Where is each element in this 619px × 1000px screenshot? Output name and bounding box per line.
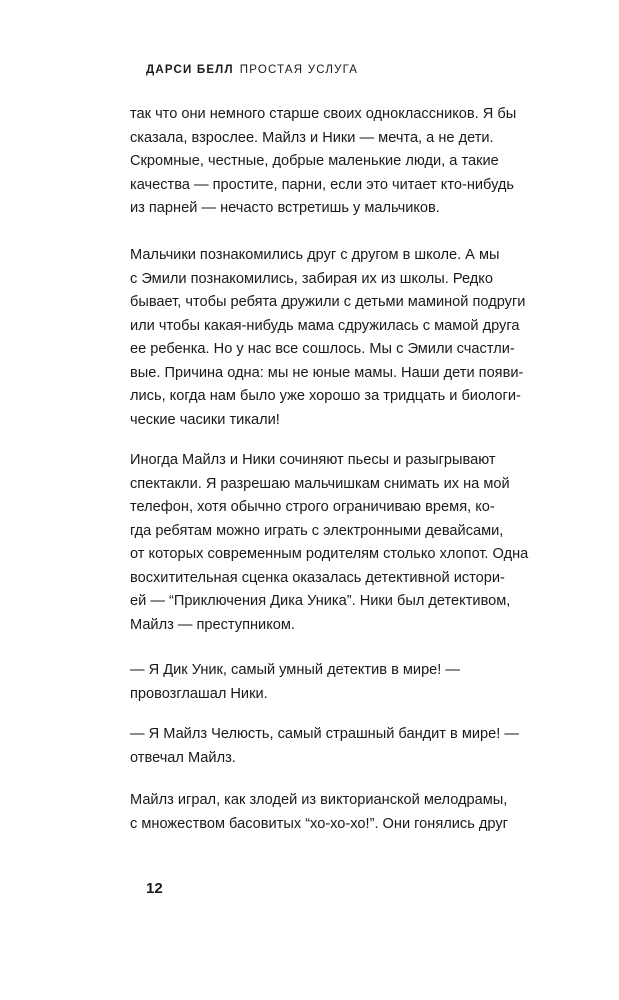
text-line: качества — простите, парни, если это читает кто-нибудь (130, 176, 515, 193)
text-line: отвечал Майлз. (130, 749, 236, 766)
page-number: 12 (146, 880, 163, 897)
paragraph-1 (130, 103, 550, 221)
text-line: из парней — нечасто встретишь у мальчиков. (130, 200, 440, 216)
text-line: ей — “Приключения Дика Уника”. Ники был детективом, (130, 593, 511, 609)
text-line: лись, когда нам было уже хорошо за тридцать и биологи- (130, 388, 521, 404)
text-line: Майлз — преступником. (130, 616, 295, 633)
text-line: — Я Дик Уник, самый умный детектив в мире! — (130, 662, 461, 678)
text-line: ее ребенка. Но у нас все сошлось. Мы с Эмили счастли- (130, 341, 515, 357)
text-line: провозглашал Ники. (130, 685, 268, 702)
text-line: ческие часики тикали! (130, 411, 280, 428)
paragraph-6 (130, 789, 550, 836)
header-book-title: ПРОСТАЯ УСЛУГА (239, 64, 359, 76)
text-line: от которых современным родителям столько хлопот. Одна (130, 546, 529, 562)
text-line: Майлз играл, как злодей из викторианской мелодрамы, (130, 792, 508, 808)
text-line: Мальчики познакомились друг с другом в школе. А мы (130, 247, 500, 263)
paragraph-4-dialogue (130, 659, 550, 706)
paragraph-5-dialogue (130, 723, 550, 770)
text-line: с множеством басовитых “хо-хо-хо!”. Они гонялись друг (130, 815, 508, 832)
text-line: Иногда Майлз и Ники сочиняют пьесы и разыгрывают (130, 452, 496, 468)
header-author: ДАРСИ БЕЛЛ (146, 64, 234, 76)
text-line: так что они немного старше своих одноклассников. Я бы (130, 106, 517, 122)
text-line: вые. Причина одна: мы не юные мамы. Наши дети появи- (130, 364, 524, 381)
text-line: спектакли. Я разрешаю мальчишкам снимать их на мой (130, 475, 510, 492)
paragraph-3 (130, 449, 550, 637)
running-header (146, 64, 358, 76)
text-line: или чтобы какая-нибудь мама сдружилась с мамой друга (130, 317, 520, 334)
text-line: сказала, взрослее. Майлз и Ники — мечта, а не дети. (130, 129, 494, 146)
text-line: телефон, хотя обычно строго ограничиваю время, ко- (130, 499, 495, 515)
text-line: бывает, чтобы ребята дружили с детьми маминой подруги (130, 294, 526, 310)
text-line: — Я Майлз Челюсть, самый страшный бандит в мире! — (130, 726, 519, 742)
paragraph-2 (130, 244, 550, 432)
text-line: гда ребятам можно играть с электронными девайсами, (130, 522, 504, 539)
text-line: восхитительная сценка оказалась детективной истори- (130, 569, 505, 586)
text-line: с Эмили познакомились, забирая их из школы. Редко (130, 270, 493, 287)
text-line: Скромные, честные, добрые маленькие люди, а такие (130, 153, 499, 169)
